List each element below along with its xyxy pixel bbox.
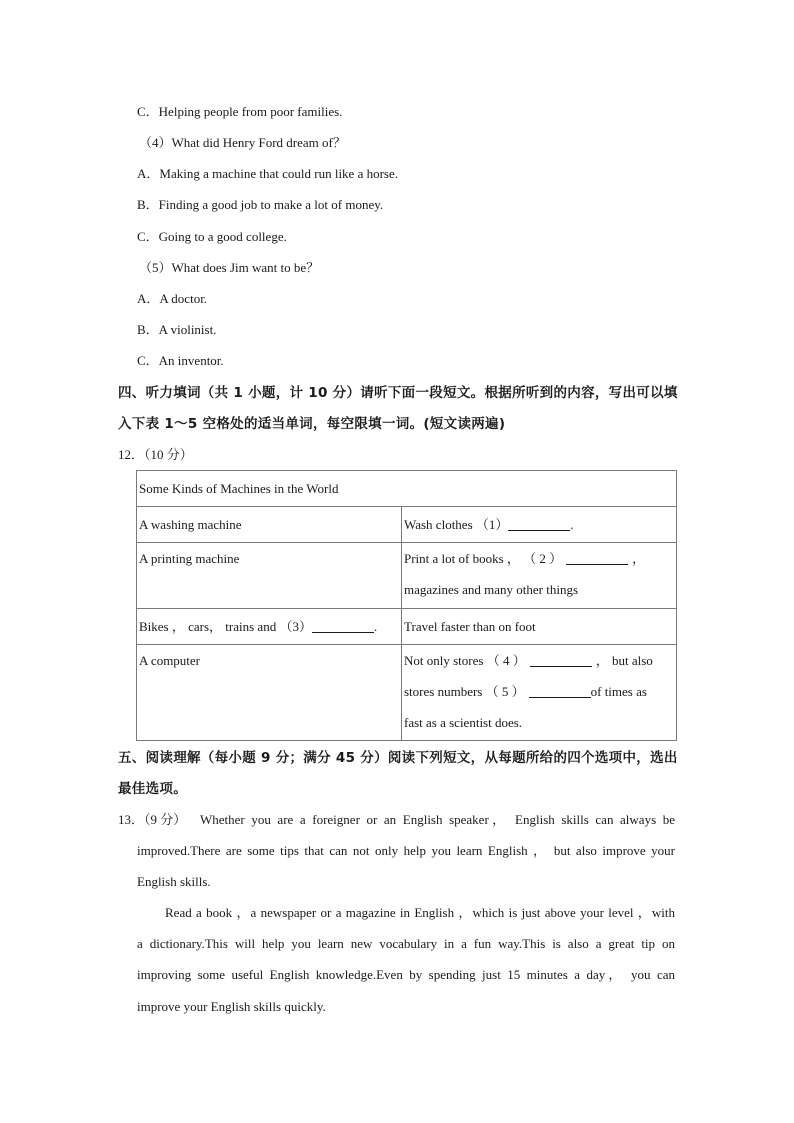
q4-stem: （4）What did Henry Ford dream of？: [139, 135, 346, 150]
q13-p2-line3: improving some useful English knowledge.Even by spending just 15 minutes a day， you can: [137, 967, 675, 982]
blank-1-suffix: .: [570, 517, 574, 532]
table-cell-computer-stores: [402, 645, 677, 741]
table-cell-bikes-cars-trains: [137, 609, 402, 645]
q4-option-b: B．Finding a good job to make a lot of money.: [137, 197, 384, 212]
answer-blank-1: [508, 516, 570, 531]
table-cell-computer: A computer: [137, 645, 402, 741]
table-row: [137, 645, 677, 741]
section4-heading-line2: 入下表 1～5 空格处的适当单词，每空限填一词。(短文读两遍): [118, 416, 506, 432]
blank-1-prefix: Wash clothes （1）: [404, 517, 509, 532]
q5-stem: （5）What does Jim want to be？: [139, 260, 320, 275]
q13-p1-line3: English skills.: [137, 874, 211, 889]
q12-label: 12．（10 分）: [118, 447, 193, 462]
q4-option-a: A．Making a machine that could run like a horse.: [137, 166, 399, 181]
blank-4-suffix: ， but also: [595, 653, 653, 668]
table-row: [137, 507, 677, 543]
answer-blank-2: [566, 550, 628, 565]
q13-p1-line2: improved.There are some tips that can not only help you learn English ， but also improve your: [137, 843, 675, 858]
q5-option-b: B．A violinist.: [137, 322, 217, 337]
q4-option-c: C．Going to a good college.: [137, 229, 287, 244]
blank-2-prefix: Print a lot of books ， （ 2 ）: [404, 551, 563, 566]
table-title: Some Kinds of Machines in the World: [137, 471, 677, 507]
q5-option-a: A．A doctor.: [137, 291, 208, 306]
computer-line1: [404, 645, 674, 676]
q3-option-c: C．Helping people from poor families.: [137, 104, 343, 119]
table-row: [137, 543, 677, 609]
computer-line3: fast as a scientist does.: [404, 715, 523, 730]
q13-p2-line2: a dictionary.This will help you learn new vocabulary in a fun way.This is also a great tip on: [137, 936, 675, 951]
q13-p1-line1: Whether you are a foreigner or an English speaker， English skills can always be: [200, 812, 675, 827]
blank-3-prefix: Bikes ， cars， trains and （3）: [139, 619, 312, 634]
q13-p2-line1: Read a book ，a newspaper or a magazine in English ，which is just above your level ，with: [165, 905, 675, 920]
q13-p2-line4: improve your English skills quickly.: [137, 999, 326, 1014]
table-cell-washing-machine: A washing machine: [137, 507, 402, 543]
table-title-row: [137, 471, 677, 507]
table-cell-travel-faster: Travel faster than on foot: [402, 609, 677, 645]
table-cell-print-books: [402, 543, 677, 609]
table-row: [137, 609, 677, 645]
section4-heading-line1: 四、听力填词（共 1 小题，计 10 分）请听下面一段短文。根据所听到的内容，写出可以填: [118, 385, 678, 401]
print-books-line1: [404, 543, 674, 574]
q13-label: 13．（9 分）: [118, 812, 187, 827]
blank-2-suffix: ，: [632, 551, 646, 566]
section5-heading-line2: 最佳选项。: [118, 781, 187, 797]
table-cell-wash-clothes: [402, 507, 677, 543]
blank-5-prefix: stores numbers （ 5 ）: [404, 684, 525, 699]
section5-heading-line1: 五、阅读理解（每小题 9 分；满分 45 分）阅读下列短文，从每题所给的四个选项中，选出: [118, 750, 678, 766]
q5-option-c: C．An inventor.: [137, 353, 224, 368]
answer-blank-5: [529, 683, 591, 698]
machines-table: [136, 470, 677, 741]
computer-line2: [404, 676, 674, 707]
blank-3-suffix: .: [373, 619, 378, 634]
table-cell-printing-machine: A printing machine: [137, 543, 402, 609]
answer-blank-3: [312, 618, 374, 633]
answer-blank-4: [530, 652, 592, 667]
blank-5-suffix: of times as: [590, 684, 647, 699]
blank-4-prefix: Not only stores （ 4 ）: [404, 653, 526, 668]
print-books-line2: magazines and many other things: [404, 582, 579, 597]
